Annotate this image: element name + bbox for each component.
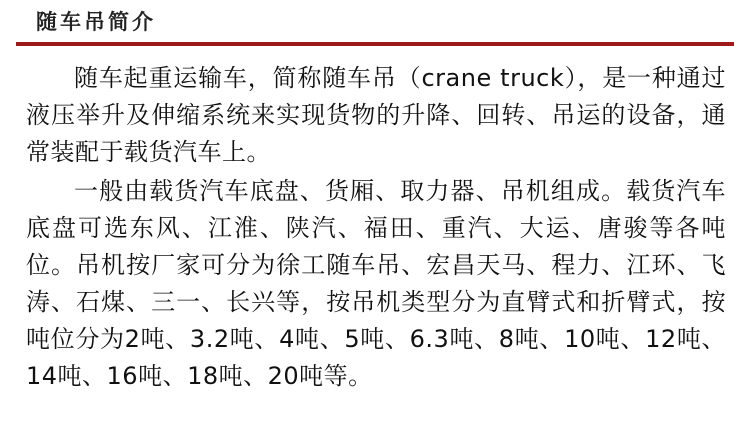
section-header bbox=[14, 0, 736, 36]
header-divider bbox=[16, 42, 734, 46]
paragraph: 一般由载货汽车底盘、货厢、取力器、吊机组成。载货汽车底盘可选东风、江淮、陕汽、福田、重汽、大运、唐骏等各吨位。吊机按厂家可分为徐工随车吊、宏昌天马、程力、江环、飞涛、石煤、三一、长兴等，按吊机类型分为直臂式和折臂式，按吨位分为2吨、3.2吨、4吨、5吨、6.3吨、8吨、10吨、12吨、14吨、16吨、18吨、20吨等。 bbox=[26, 177, 726, 390]
article-body bbox=[14, 60, 736, 395]
page-title: 随车吊简介 bbox=[36, 10, 156, 34]
paragraph: 随车起重运输车，简称随车吊（crane truck），是一种通过液压举升及伸缩系统来实现货物的升降、回转、吊运的设备，通常装配于载货汽车上。 bbox=[26, 64, 726, 166]
